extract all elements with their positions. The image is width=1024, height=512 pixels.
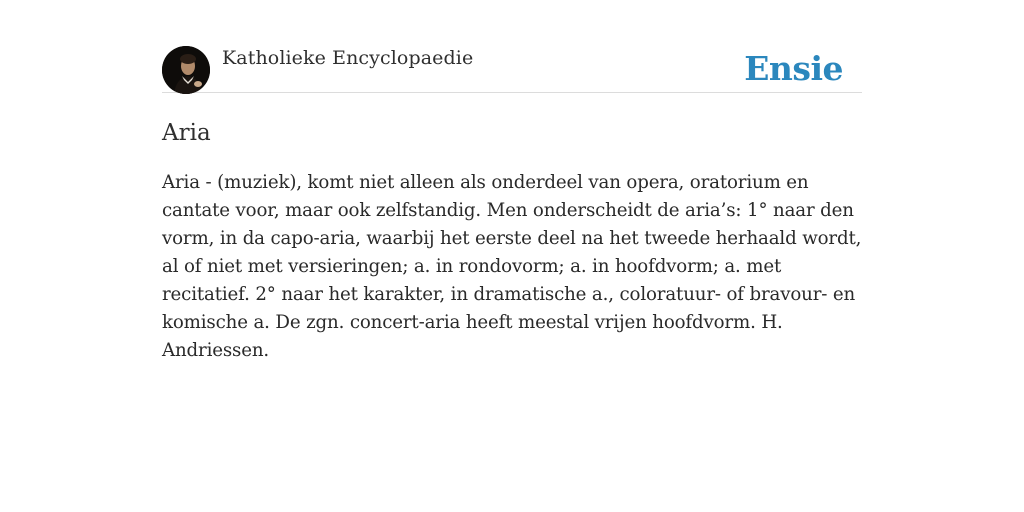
site-name[interactable]: Katholieke Encyclopaedie	[222, 47, 474, 69]
content-container	[162, 46, 862, 365]
article-body: Aria - (muziek), komt niet alleen als onderdeel van opera, oratorium en cantate voor, maar ook zelfstandig. Men onderscheidt de aria’s: 1° naar den vorm, in da capo-aria, waarbij het eerste deel na het tweede herhaald wordt, al of niet met versieringen; a. in rondovorm; a. in hoofdvorm; a. met recitatief. 2° naar het karakter, in dramatische a., coloratuur- of bravour- en komische a. De zgn. concert-aria heeft meestal vrijen hoofdvorm. H. Andriessen.	[162, 172, 862, 361]
brand-logo[interactable]: Ensie	[744, 49, 843, 88]
portrait-avatar-icon[interactable]	[162, 46, 210, 94]
site-header	[162, 46, 862, 93]
page-title: Aria	[162, 120, 211, 146]
